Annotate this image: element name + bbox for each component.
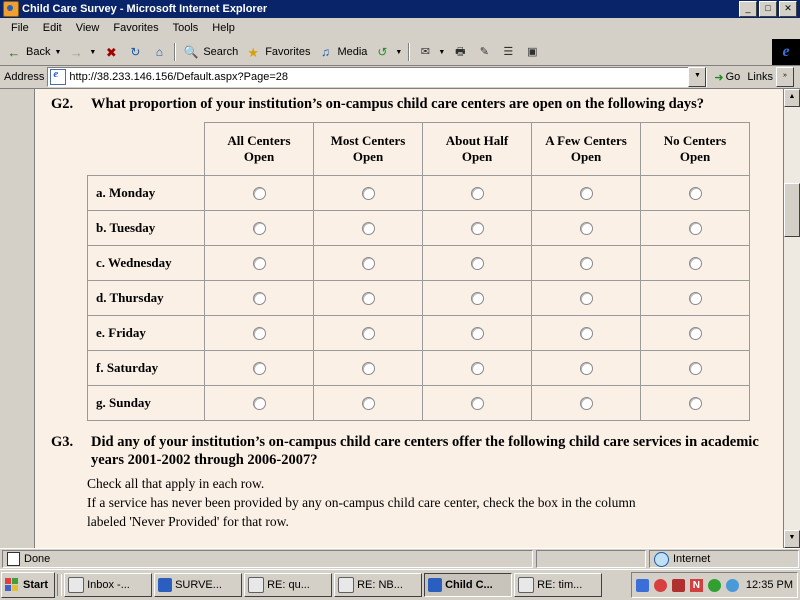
taskbar-item-label: SURVE... — [175, 579, 222, 591]
scroll-thumb[interactable] — [784, 183, 800, 237]
menu-favorites[interactable]: Favorites — [113, 22, 159, 34]
toolbar-separator-1 — [174, 43, 176, 61]
cell-tuesday-few[interactable] — [532, 210, 641, 245]
scroll-track[interactable] — [784, 107, 800, 530]
taskbar-item-child-care[interactable] — [424, 573, 512, 597]
radio-wednesday-most[interactable] — [362, 257, 375, 270]
edit-page-icon: ✎ — [479, 45, 489, 58]
media-button[interactable] — [313, 41, 370, 63]
forward-button[interactable] — [64, 41, 99, 63]
question-g2 — [47, 95, 769, 114]
scroll-down-button[interactable]: ▼ — [784, 530, 800, 548]
refresh-button[interactable] — [123, 41, 147, 63]
cell-thursday-all[interactable] — [205, 280, 314, 315]
print-button[interactable] — [448, 41, 472, 63]
cell-monday-half[interactable] — [423, 175, 532, 210]
taskbar-item-re-tim[interactable] — [514, 573, 602, 597]
radio-sunday-all[interactable] — [253, 397, 266, 410]
cell-sunday-most[interactable] — [314, 385, 423, 420]
radio-monday-half[interactable] — [471, 187, 484, 200]
mail-icon — [68, 577, 84, 593]
question-g3-notes — [87, 474, 769, 531]
radio-saturday-few[interactable] — [580, 362, 593, 375]
page-vertical-scrollbar[interactable] — [783, 89, 800, 548]
cell-saturday-most[interactable] — [314, 350, 423, 385]
star-icon: ★ — [247, 44, 260, 60]
cell-wednesday-most[interactable] — [314, 245, 423, 280]
window-buttons — [739, 1, 798, 17]
radio-sunday-half[interactable] — [471, 397, 484, 410]
cell-monday-most[interactable] — [314, 175, 423, 210]
question-g3 — [47, 433, 769, 470]
status-text: Done — [24, 553, 51, 565]
network-icon[interactable] — [636, 579, 649, 592]
g3-note-line-2: If a service has never been provided by any on-campus child care center, check the box in the column — [87, 494, 636, 510]
close-button[interactable]: ✕ — [779, 1, 797, 17]
cell-thursday-half[interactable] — [423, 280, 532, 315]
title-bar — [0, 0, 800, 18]
home-button[interactable] — [147, 41, 171, 63]
taskbar-separator — [57, 574, 62, 596]
column-header-no-centers-open: No Centers Open — [641, 122, 750, 175]
go-arrow-icon: ➜ — [714, 71, 724, 84]
cell-friday-most[interactable] — [314, 315, 423, 350]
cell-wednesday-half[interactable] — [423, 245, 532, 280]
cell-sunday-none[interactable] — [641, 385, 750, 420]
refresh-icon: ↻ — [130, 44, 141, 59]
radio-saturday-most[interactable] — [362, 362, 375, 375]
taskbar-item-survey-doc[interactable] — [154, 573, 242, 597]
cell-monday-few[interactable] — [532, 175, 641, 210]
mail-icon: ✉ — [420, 45, 430, 58]
address-url-text: http://38.233.146.156/Default.aspx?Page=28 — [69, 71, 289, 83]
cell-wednesday-none[interactable] — [641, 245, 750, 280]
row-label-saturday: f. Saturday — [88, 350, 205, 385]
menu-help[interactable]: Help — [212, 22, 235, 34]
row-label-tuesday: b. Tuesday — [88, 210, 205, 245]
toolbar — [0, 39, 800, 66]
radio-thursday-few[interactable] — [580, 292, 593, 305]
back-arrow-icon: ← — [7, 44, 21, 60]
column-header-most-centers-open: Most Centers Open — [314, 122, 423, 175]
row-label-monday: a. Monday — [88, 175, 205, 210]
history-button[interactable] — [370, 41, 405, 63]
question-g3-text: Did any of your institution’s on-campus child care centers offer the following child care services in academic years 2001-2002 through 2006-2007? — [91, 433, 759, 469]
menu-edit[interactable]: Edit — [42, 22, 62, 34]
cell-wednesday-all[interactable] — [205, 245, 314, 280]
radio-saturday-all[interactable] — [253, 362, 266, 375]
links-label: Links — [747, 71, 773, 83]
system-tray — [631, 572, 798, 598]
edit-button[interactable] — [472, 41, 496, 63]
mail-icon — [518, 577, 534, 593]
table-row — [88, 385, 750, 420]
question-g3-number: G3. — [51, 433, 74, 450]
start-button[interactable] — [1, 572, 55, 598]
menu-tools[interactable]: Tools — [172, 22, 199, 34]
radio-tuesday-most[interactable] — [362, 222, 375, 235]
stop-icon: ✖ — [105, 44, 117, 60]
minimize-button[interactable]: _ — [739, 1, 757, 17]
forward-arrow-icon: → — [69, 44, 83, 60]
radio-monday-none[interactable] — [689, 187, 702, 200]
radio-tuesday-none[interactable] — [689, 222, 702, 235]
table-header-row — [88, 122, 750, 175]
radio-friday-few[interactable] — [580, 327, 593, 340]
column-header-all-centers-open: All Centers Open — [205, 122, 314, 175]
radio-saturday-none[interactable] — [689, 362, 702, 375]
radio-friday-half[interactable] — [471, 327, 484, 340]
media-icon: ♫ — [320, 44, 330, 59]
back-label: Back — [26, 46, 51, 58]
radio-sunday-few[interactable] — [580, 397, 593, 410]
address-dropdown-icon[interactable]: ▼ — [688, 67, 706, 87]
scroll-up-button[interactable]: ▲ — [784, 89, 800, 107]
menu-view[interactable]: View — [75, 22, 100, 34]
radio-friday-most[interactable] — [362, 327, 375, 340]
cell-tuesday-all[interactable] — [205, 210, 314, 245]
mail-dropdown-icon[interactable]: ▼ — [438, 48, 446, 56]
table-row — [88, 210, 750, 245]
g3-note-line-3: labeled 'Never Provided' for that row. — [87, 513, 289, 529]
cell-tuesday-none[interactable] — [641, 210, 750, 245]
cell-tuesday-half[interactable] — [423, 210, 532, 245]
radio-thursday-none[interactable] — [689, 292, 702, 305]
table-row — [88, 315, 750, 350]
history-icon: ↺ — [377, 44, 388, 59]
row-label-wednesday: c. Wednesday — [88, 245, 205, 280]
taskbar-item-label: RE: qu... — [267, 579, 310, 591]
address-input[interactable] — [47, 67, 707, 87]
page-left-gutter — [0, 89, 35, 548]
favorites-button[interactable] — [241, 41, 313, 63]
norton-icon[interactable]: N — [690, 579, 703, 592]
cell-sunday-half[interactable] — [423, 385, 532, 420]
home-icon: ⌂ — [155, 44, 163, 59]
menu-file[interactable]: File — [11, 22, 29, 34]
word-icon — [158, 578, 172, 592]
menu-bar — [0, 18, 800, 39]
cell-thursday-most[interactable] — [314, 280, 423, 315]
address-label: Address — [4, 71, 45, 83]
cell-friday-none[interactable] — [641, 315, 750, 350]
taskbar-item-label: Inbox -... — [87, 579, 130, 591]
window-title: Child Care Survey - Microsoft Internet Explorer — [22, 3, 268, 15]
address-bar — [0, 66, 800, 89]
media-label: Media — [337, 46, 368, 58]
radio-friday-all[interactable] — [253, 327, 266, 340]
volume-icon[interactable] — [654, 579, 667, 592]
table-corner-cell — [88, 122, 205, 175]
globe-icon — [654, 552, 669, 567]
cell-thursday-none[interactable] — [641, 280, 750, 315]
taskbar-item-label: RE: tim... — [537, 579, 583, 591]
forward-dropdown-icon[interactable]: ▼ — [89, 48, 97, 56]
cell-friday-all[interactable] — [205, 315, 314, 350]
back-button[interactable] — [2, 41, 64, 63]
question-g2-text: What proportion of your institution’s on-campus child care centers are open on the following days? — [91, 96, 705, 112]
maximize-button[interactable]: □ — [759, 1, 777, 17]
mail-button[interactable] — [413, 41, 448, 63]
cell-saturday-all[interactable] — [205, 350, 314, 385]
radio-tuesday-all[interactable] — [253, 222, 266, 235]
cell-sunday-all[interactable] — [205, 385, 314, 420]
radio-monday-most[interactable] — [362, 187, 375, 200]
back-dropdown-icon[interactable]: ▼ — [54, 48, 62, 56]
search-label: Search — [203, 46, 239, 58]
taskbar-item-inbox[interactable] — [64, 573, 152, 597]
cell-wednesday-few[interactable] — [532, 245, 641, 280]
row-label-thursday: d. Thursday — [88, 280, 205, 315]
start-label: Start — [23, 579, 49, 591]
table-row — [88, 175, 750, 210]
row-label-sunday: g. Sunday — [88, 385, 205, 420]
cell-friday-few[interactable] — [532, 315, 641, 350]
taskbar-item-re-nb[interactable] — [334, 573, 422, 597]
column-header-a-few-centers-open: A Few Centers Open — [532, 122, 641, 175]
g3-note-line-1: Check all that apply in each row. — [87, 475, 265, 491]
page-icon — [50, 69, 66, 85]
search-icon: 🔍 — [183, 44, 199, 59]
cell-monday-none[interactable] — [641, 175, 750, 210]
taskbar-item-label: RE: NB... — [357, 579, 403, 591]
cell-saturday-half[interactable] — [423, 350, 532, 385]
radio-thursday-most[interactable] — [362, 292, 375, 305]
history-dropdown-icon[interactable]: ▼ — [395, 48, 403, 56]
cell-sunday-few[interactable] — [532, 385, 641, 420]
search-button[interactable] — [179, 41, 241, 63]
radio-wednesday-few[interactable] — [580, 257, 593, 270]
radio-sunday-most[interactable] — [362, 397, 375, 410]
research-button[interactable] — [520, 41, 544, 63]
discuss-button[interactable] — [496, 41, 520, 63]
question-g2-number: G2. — [51, 96, 74, 112]
radio-saturday-half[interactable] — [471, 362, 484, 375]
radio-tuesday-half[interactable] — [471, 222, 484, 235]
table-row — [88, 350, 750, 385]
status-blank-panel — [536, 550, 646, 568]
shield-icon[interactable] — [672, 579, 685, 592]
status-bar — [0, 548, 800, 569]
links-chevron-icon[interactable]: » — [776, 67, 794, 87]
cell-monday-all[interactable] — [205, 175, 314, 210]
column-header-about-half-open: About Half Open — [423, 122, 532, 175]
taskbar-item-re-qu[interactable] — [244, 573, 332, 597]
cell-saturday-none[interactable] — [641, 350, 750, 385]
radio-thursday-all[interactable] — [253, 292, 266, 305]
cell-friday-half[interactable] — [423, 315, 532, 350]
research-icon: ▣ — [527, 45, 538, 58]
security-zone-label: Internet — [673, 553, 711, 565]
clock[interactable]: 12:35 PM — [745, 579, 793, 591]
printer-icon: 🖶 — [455, 45, 466, 58]
table-row — [88, 280, 750, 315]
links-button[interactable] — [747, 67, 798, 87]
discuss-icon: ☰ — [503, 45, 514, 58]
mail-icon — [338, 577, 354, 593]
survey-page — [35, 89, 783, 548]
security-zone-panel[interactable] — [649, 550, 799, 568]
radio-thursday-half[interactable] — [471, 292, 484, 305]
taskbar — [0, 569, 800, 600]
windows-logo-icon — [5, 578, 20, 592]
radio-friday-none[interactable] — [689, 327, 702, 340]
document-icon — [7, 552, 20, 566]
stop-button[interactable] — [99, 41, 123, 63]
favorites-label: Favorites — [265, 46, 311, 58]
ie-document-icon — [3, 1, 19, 17]
update-icon[interactable] — [708, 579, 721, 592]
radio-monday-few[interactable] — [580, 187, 593, 200]
globe-icon[interactable] — [726, 579, 739, 592]
table-row — [88, 245, 750, 280]
radio-monday-all[interactable] — [253, 187, 266, 200]
row-label-friday: e. Friday — [88, 315, 205, 350]
radio-wednesday-half[interactable] — [471, 257, 484, 270]
cell-tuesday-most[interactable] — [314, 210, 423, 245]
ie-icon — [428, 578, 442, 592]
browser-content — [0, 89, 800, 548]
ie-brand-logo: e — [772, 39, 800, 65]
radio-tuesday-few[interactable] — [580, 222, 593, 235]
radio-wednesday-none[interactable] — [689, 257, 702, 270]
g2-matrix-table — [87, 122, 750, 421]
cell-thursday-few[interactable] — [532, 280, 641, 315]
go-label: Go — [725, 71, 741, 83]
radio-wednesday-all[interactable] — [253, 257, 266, 270]
taskbar-item-label: Child C... — [445, 579, 493, 591]
cell-saturday-few[interactable] — [532, 350, 641, 385]
mail-icon — [248, 577, 264, 593]
go-button[interactable] — [710, 71, 744, 84]
radio-sunday-none[interactable] — [689, 397, 702, 410]
toolbar-separator-2 — [408, 43, 410, 61]
status-text-panel — [2, 550, 533, 568]
